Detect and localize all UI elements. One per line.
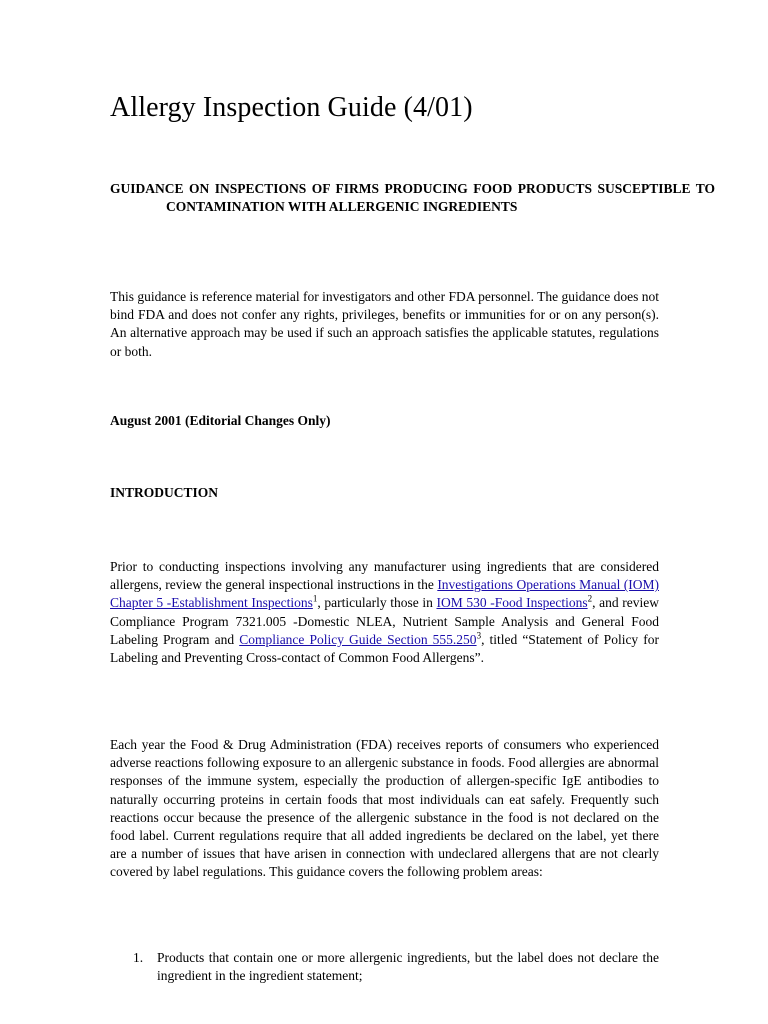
document-title: Allergy Inspection Guide (4/01) <box>110 92 473 123</box>
compliance-policy-guide-link[interactable]: Compliance Policy Guide Section 555.250 <box>239 631 477 647</box>
fda-reports-paragraph: Each year the Food & Drug Administration (FDA) receives reports of consumers who experienced adverse reactions following exposure to an allergenic substance in foods. Food allergies are abnormal responses of the immune system, especially the production of allergen-specific IgE antibodies to naturally occurring proteins in certain foods that most individuals can eat safely. Frequently such reactions occur because the presence of the allergenic substance in the food is not declared on the food label. Current regulations require that all added ingredients be declared on the label, yet there are a number of issues that have arisen in connection with undeclared allergens that are not clearly covered by label regulations. This guidance covers the following problem areas: <box>110 737 659 880</box>
footnote-ref-2: 2 <box>587 593 593 604</box>
iom-chapter-5-link[interactable]: Investigations Operations Manual (IOM) Chapter 5 -Establishment Inspections <box>110 577 659 611</box>
iom-530-link[interactable]: IOM 530 -Food Inspections <box>436 595 588 611</box>
intro-text-3: , and review Compliance Program 7321.005 -Domestic NLEA, Nutrient Sample Analysis and General Food Labeling Program and <box>110 595 659 647</box>
introduction-paragraph <box>110 558 659 667</box>
guidance-heading: GUIDANCE ON INSPECTIONS OF FIRMS PRODUCING FOOD PRODUCTS SUSCEPTIBLE TO CONTAMINATION WITH ALLERGENIC INGREDIENTS <box>110 181 715 215</box>
footnote-ref-1: 1 <box>312 593 318 604</box>
disclaimer-paragraph: This guidance is reference material for investigators and other FDA personnel. The guidance does not bind FDA and does not confer any rights, privileges, benefits or immunities for or on any person(s). An alternative approach may be used if such an approach satisfies the applicable statutes, regulations or both. <box>110 289 659 359</box>
list-item <box>110 949 659 985</box>
intro-text-4: , titled “Statement of Policy for Labeling and Preventing Cross-contact of Common Food Allergens”. <box>110 631 659 666</box>
date-line: August 2001 (Editorial Changes Only) <box>110 413 331 428</box>
list-item-number: 1. <box>133 950 144 965</box>
introduction-heading: INTRODUCTION <box>110 485 219 500</box>
footnote-ref-3: 3 <box>476 630 482 641</box>
list-item-text: Products that contain one or more allergenic ingredients, but the label does not declare the ingredient in the ingredient statement; <box>157 950 659 984</box>
intro-text-2: , particularly those in <box>317 595 437 611</box>
intro-text-1: Prior to conducting inspections involving any manufacturer using ingredients that are considered allergens, review the general inspectional instructions in the <box>110 559 659 593</box>
problem-areas-list <box>110 949 659 985</box>
